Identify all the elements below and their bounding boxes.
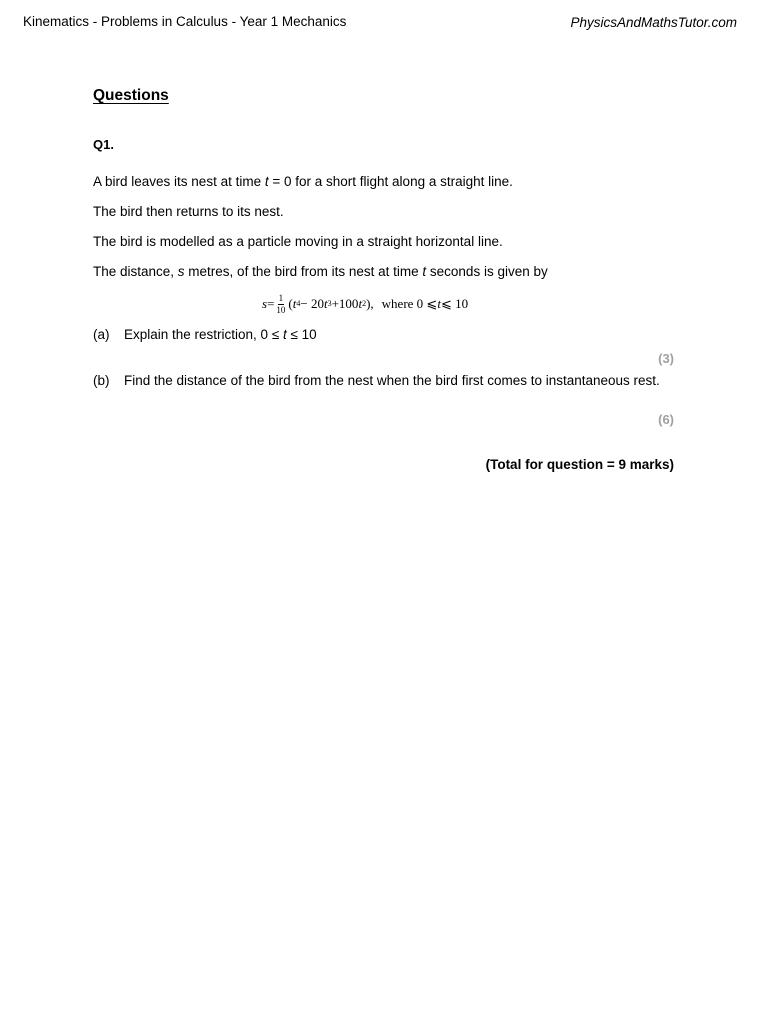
question-intro-line-4: The distance, s metres, of the bird from its nest at time t seconds is given by xyxy=(93,264,548,279)
question-intro-line-2: The bird then returns to its nest. xyxy=(93,204,284,219)
part-b-marks: (6) xyxy=(658,412,674,427)
page-header-title: Kinematics - Problems in Calculus - Year 1 Mechanics xyxy=(23,14,347,29)
part-a-marks: (3) xyxy=(658,351,674,366)
question-label: Q1. xyxy=(93,137,114,152)
question-intro-line-3: The bird is modelled as a particle moving in a straight horizontal line. xyxy=(93,234,503,249)
formula-fraction: $\frac{1}{10}$ xyxy=(276,292,286,315)
section-heading: Questions xyxy=(93,87,169,104)
question-total-marks: (Total for question = 9 marks) xyxy=(485,457,674,472)
part-a-label: (a) xyxy=(93,327,110,342)
distance-formula: s = $\frac{1}{10}$ ( t 4 − 20 t 3 +100 t 2 ), where 0 ⩽ t ⩽ 10 xyxy=(262,292,469,315)
question-part-b: (b) Find the distance of the bird from the nest when the bird first comes to instantaneous rest. xyxy=(93,373,660,388)
part-b-label: (b) xyxy=(93,373,110,388)
question-part-a: (a) Explain the restriction, 0 ≤ t ≤ 10 xyxy=(93,327,317,342)
question-intro-line-1: A bird leaves its nest at time t = 0 for a short flight along a straight line. xyxy=(93,174,513,189)
page-header-site: PhysicsAndMathsTutor.com xyxy=(570,15,737,30)
